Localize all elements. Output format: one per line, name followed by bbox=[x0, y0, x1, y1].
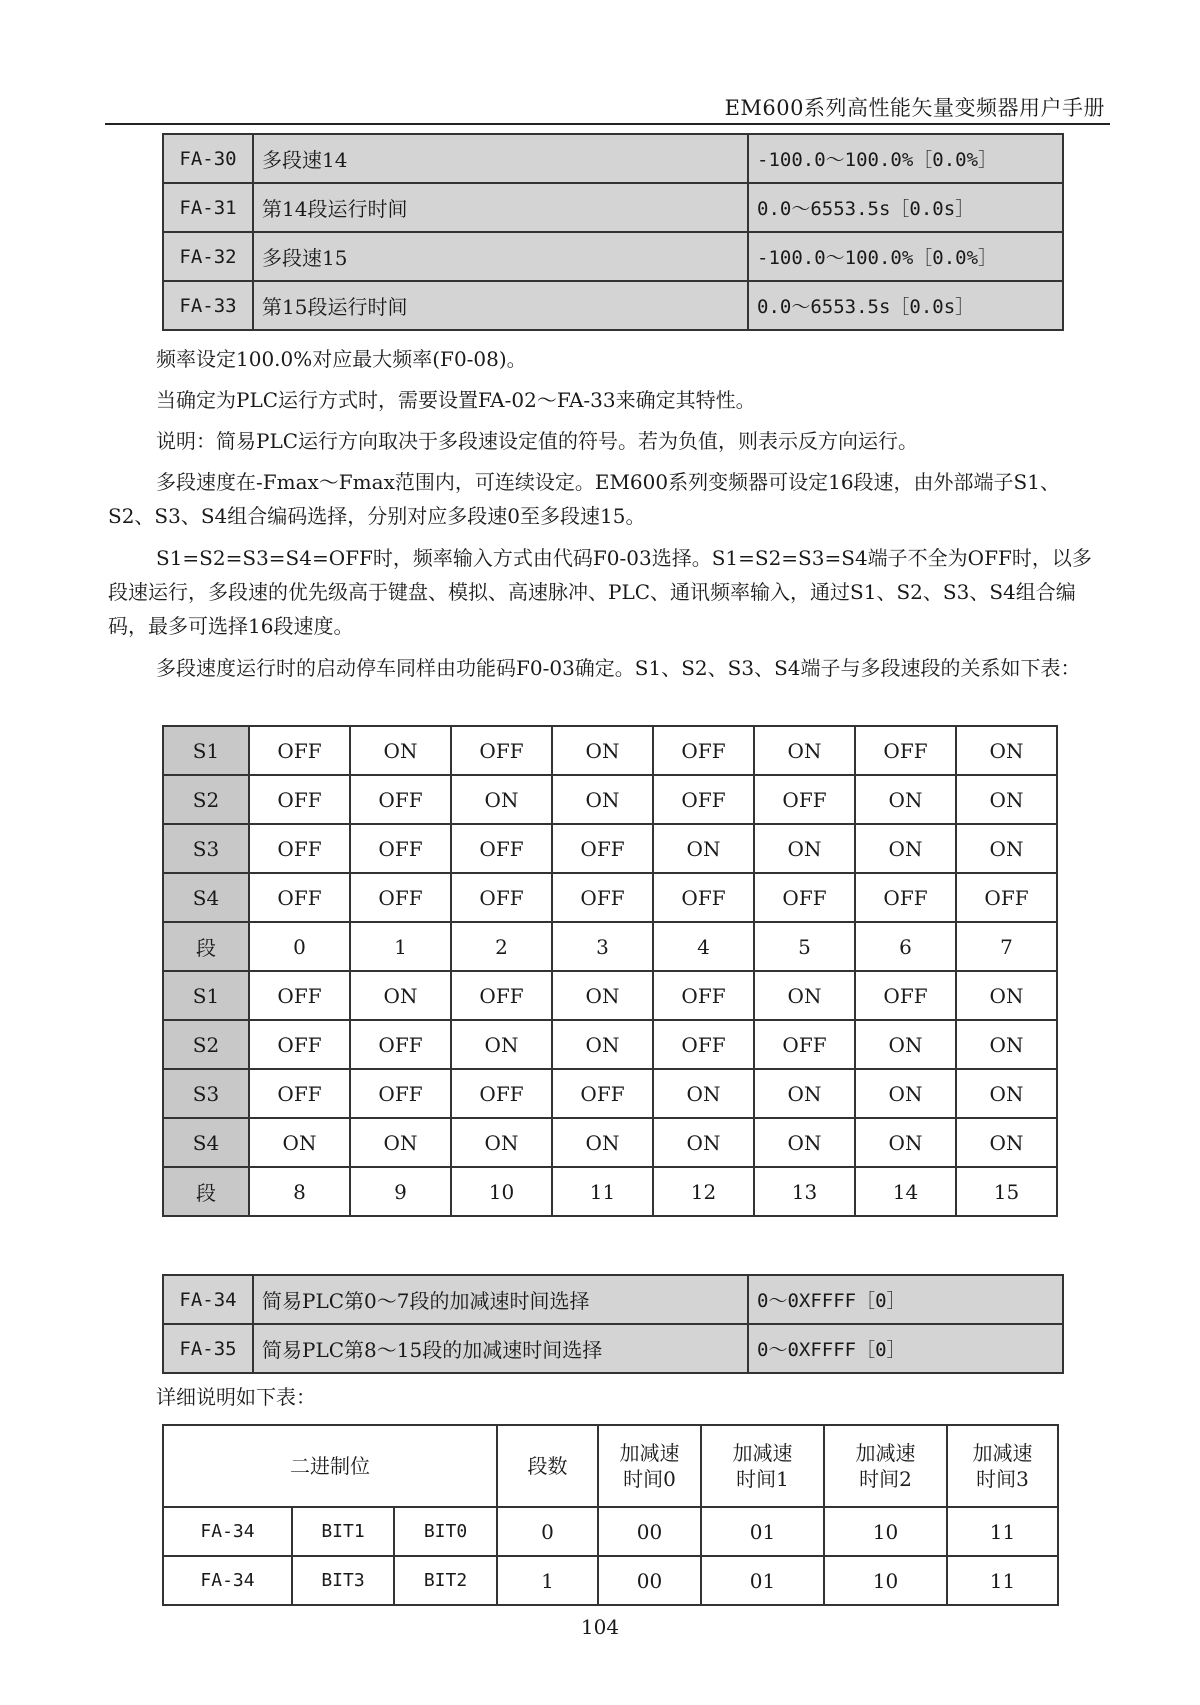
table-cell: 00 bbox=[598, 1507, 701, 1556]
table-cell: 5 bbox=[754, 922, 855, 971]
table-cell: OFF bbox=[552, 1069, 653, 1118]
table-cell: OFF bbox=[350, 824, 451, 873]
table-cell: ON bbox=[451, 775, 552, 824]
table-cell: OFF bbox=[249, 775, 350, 824]
table-cell: OFF bbox=[754, 873, 855, 922]
row-label: S4 bbox=[163, 873, 249, 922]
table-cell: ON bbox=[855, 775, 956, 824]
table-cell: FA-34 bbox=[163, 1507, 292, 1556]
table-cell: 12 bbox=[653, 1167, 754, 1216]
table-cell: OFF bbox=[653, 873, 754, 922]
table-cell: 01 bbox=[701, 1556, 824, 1605]
table-cell: ON bbox=[552, 1020, 653, 1069]
paragraph: 频率设定100.0%对应最大频率(F0-08)。 bbox=[156, 347, 527, 371]
table-cell: 10 bbox=[824, 1507, 947, 1556]
table-row bbox=[163, 824, 1057, 873]
param-range: 0.0～6553.5s［0.0s］ bbox=[748, 281, 1063, 330]
table-cell: ON bbox=[552, 775, 653, 824]
table-cell: ON bbox=[855, 1020, 956, 1069]
header-accel-time-2: 加减速 时间2 bbox=[824, 1425, 947, 1507]
table-cell: OFF bbox=[350, 1069, 451, 1118]
param-code: FA-30 bbox=[163, 134, 253, 183]
param-code: FA-31 bbox=[163, 183, 253, 232]
table-cell: OFF bbox=[451, 1069, 552, 1118]
table-cell: OFF bbox=[249, 971, 350, 1020]
table-cell: OFF bbox=[350, 1020, 451, 1069]
table-cell: OFF bbox=[956, 873, 1057, 922]
table-row bbox=[163, 1069, 1057, 1118]
table-row bbox=[163, 183, 1063, 232]
table-cell: ON bbox=[552, 1118, 653, 1167]
param-code: FA-33 bbox=[163, 281, 253, 330]
param-range: 0.0～6553.5s［0.0s］ bbox=[748, 183, 1063, 232]
table-cell: OFF bbox=[350, 873, 451, 922]
table-cell: 6 bbox=[855, 922, 956, 971]
row-label: S3 bbox=[163, 1069, 249, 1118]
param-name: 多段速15 bbox=[253, 232, 748, 281]
header-segment: 段数 bbox=[497, 1425, 598, 1507]
table-cell: 7 bbox=[956, 922, 1057, 971]
row-label: S1 bbox=[163, 971, 249, 1020]
table-cell: OFF bbox=[249, 1069, 350, 1118]
row-label: 段 bbox=[163, 922, 249, 971]
table-cell: OFF bbox=[653, 971, 754, 1020]
table-row bbox=[163, 1275, 1063, 1324]
header-accel-time-1: 加减速 时间1 bbox=[701, 1425, 824, 1507]
param-name: 第15段运行时间 bbox=[253, 281, 748, 330]
table-cell: ON bbox=[552, 726, 653, 775]
table-row bbox=[163, 232, 1063, 281]
table-cell: OFF bbox=[653, 1020, 754, 1069]
table-cell: ON bbox=[956, 1020, 1057, 1069]
paragraph: S1=S2=S3=S4=OFF时，频率输入方式由代码F0-03选择。S1=S2=S3=S4端子不全为OFF时，以多段速运行，多段速的优先级高于键盘、模拟、高速脉冲、PLC、通讯频率输入，通过S1、S2、S3、S4组合编码，最多可选择16段速度。 bbox=[108, 546, 1092, 638]
table-cell: OFF bbox=[855, 873, 956, 922]
table-row bbox=[163, 922, 1057, 971]
row-label: S2 bbox=[163, 775, 249, 824]
table-cell: 0 bbox=[497, 1507, 598, 1556]
param-range: -100.0～100.0%［0.0%］ bbox=[748, 232, 1063, 281]
table-cell: FA-34 bbox=[163, 1556, 292, 1605]
table-row bbox=[163, 873, 1057, 922]
table-cell: ON bbox=[855, 1069, 956, 1118]
table-cell: OFF bbox=[249, 873, 350, 922]
header-rule bbox=[105, 123, 1110, 125]
table-cell: 11 bbox=[947, 1556, 1058, 1605]
param-range: 0～0XFFFF［0］ bbox=[748, 1324, 1063, 1373]
table-cell: OFF bbox=[552, 824, 653, 873]
header-accel-time-3: 加减速 时间3 bbox=[947, 1425, 1058, 1507]
table-cell: OFF bbox=[754, 775, 855, 824]
table-cell: BIT1 bbox=[292, 1507, 394, 1556]
table-cell: ON bbox=[855, 1118, 956, 1167]
table-cell: 3 bbox=[552, 922, 653, 971]
table-cell: OFF bbox=[855, 726, 956, 775]
param-code: FA-34 bbox=[163, 1275, 253, 1324]
table-cell: 10 bbox=[824, 1556, 947, 1605]
table-cell: ON bbox=[754, 1069, 855, 1118]
header-accel-time-0: 加减速 时间0 bbox=[598, 1425, 701, 1507]
table-cell: 14 bbox=[855, 1167, 956, 1216]
paragraph: 详细说明如下表： bbox=[156, 1385, 316, 1409]
table-cell: ON bbox=[754, 971, 855, 1020]
param-name: 简易PLC第8～15段的加减速时间选择 bbox=[253, 1324, 748, 1373]
table-cell: 2 bbox=[451, 922, 552, 971]
table-cell: BIT2 bbox=[394, 1556, 497, 1605]
table-row bbox=[163, 134, 1063, 183]
table-cell: 11 bbox=[552, 1167, 653, 1216]
table-cell: OFF bbox=[552, 873, 653, 922]
row-label: S4 bbox=[163, 1118, 249, 1167]
table-cell: ON bbox=[350, 971, 451, 1020]
table-cell: OFF bbox=[249, 1020, 350, 1069]
paragraph: 当确定为PLC运行方式时，需要设置FA-02～FA-33来确定其特性。 bbox=[156, 388, 756, 412]
table-cell: OFF bbox=[451, 971, 552, 1020]
table-cell: ON bbox=[653, 1069, 754, 1118]
table-cell: ON bbox=[653, 824, 754, 873]
table-row bbox=[163, 1324, 1063, 1373]
param-code: FA-35 bbox=[163, 1324, 253, 1373]
table-cell: OFF bbox=[855, 971, 956, 1020]
table-cell: OFF bbox=[451, 824, 552, 873]
table-row bbox=[163, 281, 1063, 330]
table-cell: OFF bbox=[451, 726, 552, 775]
table-cell: 1 bbox=[497, 1556, 598, 1605]
row-label: S2 bbox=[163, 1020, 249, 1069]
table-cell: 0 bbox=[249, 922, 350, 971]
table-cell: ON bbox=[754, 726, 855, 775]
table-cell: OFF bbox=[653, 726, 754, 775]
table-cell: ON bbox=[754, 824, 855, 873]
table-cell: OFF bbox=[754, 1020, 855, 1069]
table-row bbox=[163, 1556, 1058, 1605]
table-cell: ON bbox=[350, 1118, 451, 1167]
table-cell: ON bbox=[956, 824, 1057, 873]
table-cell: 15 bbox=[956, 1167, 1057, 1216]
table-cell: 00 bbox=[598, 1556, 701, 1605]
row-label: S3 bbox=[163, 824, 249, 873]
table-row bbox=[163, 1118, 1057, 1167]
paragraph: 多段速度运行时的启动停车同样由功能码F0-03确定。S1、S2、S3、S4端子与多段速段的关系如下表： bbox=[156, 656, 1081, 680]
table-header-row bbox=[163, 1425, 1058, 1507]
table-cell: ON bbox=[956, 726, 1057, 775]
table-row bbox=[163, 971, 1057, 1020]
table-row bbox=[163, 775, 1057, 824]
table-cell: ON bbox=[249, 1118, 350, 1167]
param-name: 第14段运行时间 bbox=[253, 183, 748, 232]
table-cell: ON bbox=[956, 1069, 1057, 1118]
row-label: S1 bbox=[163, 726, 249, 775]
page-number: 104 bbox=[580, 1615, 620, 1639]
table-cell: ON bbox=[350, 726, 451, 775]
table-cell: 01 bbox=[701, 1507, 824, 1556]
param-table-2 bbox=[162, 1274, 1064, 1374]
table-row bbox=[163, 726, 1057, 775]
param-table-1 bbox=[162, 133, 1064, 331]
table-cell: OFF bbox=[653, 775, 754, 824]
table-cell: ON bbox=[451, 1020, 552, 1069]
table-cell: BIT0 bbox=[394, 1507, 497, 1556]
table-cell: OFF bbox=[249, 726, 350, 775]
table-cell: OFF bbox=[451, 873, 552, 922]
table-cell: ON bbox=[855, 824, 956, 873]
table-cell: ON bbox=[552, 971, 653, 1020]
table-cell: ON bbox=[956, 971, 1057, 1020]
table-cell: ON bbox=[956, 1118, 1057, 1167]
paragraph: 说明：简易PLC运行方向取决于多段速设定值的符号。若为负值，则表示反方向运行。 bbox=[156, 429, 919, 453]
paragraph: 多段速度在-Fmax～Fmax范围内，可连续设定。EM600系列变频器可设定16段速，由外部端子S1、S2、S3、S4组合编码选择，分别对应多段速0至多段速15。 bbox=[108, 470, 1060, 528]
param-name: 多段速14 bbox=[253, 134, 748, 183]
param-name: 简易PLC第0～7段的加减速时间选择 bbox=[253, 1275, 748, 1324]
table-row bbox=[163, 1167, 1057, 1216]
row-label: 段 bbox=[163, 1167, 249, 1216]
param-range: 0～0XFFFF［0］ bbox=[748, 1275, 1063, 1324]
table-row bbox=[163, 1507, 1058, 1556]
header-binary-bit: 二进制位 bbox=[163, 1425, 497, 1507]
param-code: FA-32 bbox=[163, 232, 253, 281]
table-cell: ON bbox=[451, 1118, 552, 1167]
document-header: EM600系列高性能矢量变频器用户手册 bbox=[724, 96, 1105, 120]
table-cell: ON bbox=[653, 1118, 754, 1167]
table-cell: 10 bbox=[451, 1167, 552, 1216]
param-range: -100.0～100.0%［0.0%］ bbox=[748, 134, 1063, 183]
detail-table bbox=[162, 1424, 1059, 1606]
table-cell: 13 bbox=[754, 1167, 855, 1216]
table-cell: ON bbox=[956, 775, 1057, 824]
table-cell: 11 bbox=[947, 1507, 1058, 1556]
table-cell: BIT3 bbox=[292, 1556, 394, 1605]
table-cell: 4 bbox=[653, 922, 754, 971]
terminal-segment-table bbox=[162, 725, 1058, 1217]
table-cell: OFF bbox=[249, 824, 350, 873]
table-cell: 1 bbox=[350, 922, 451, 971]
table-cell: 8 bbox=[249, 1167, 350, 1216]
table-row bbox=[163, 1020, 1057, 1069]
table-cell: ON bbox=[754, 1118, 855, 1167]
table-cell: OFF bbox=[350, 775, 451, 824]
table-cell: 9 bbox=[350, 1167, 451, 1216]
